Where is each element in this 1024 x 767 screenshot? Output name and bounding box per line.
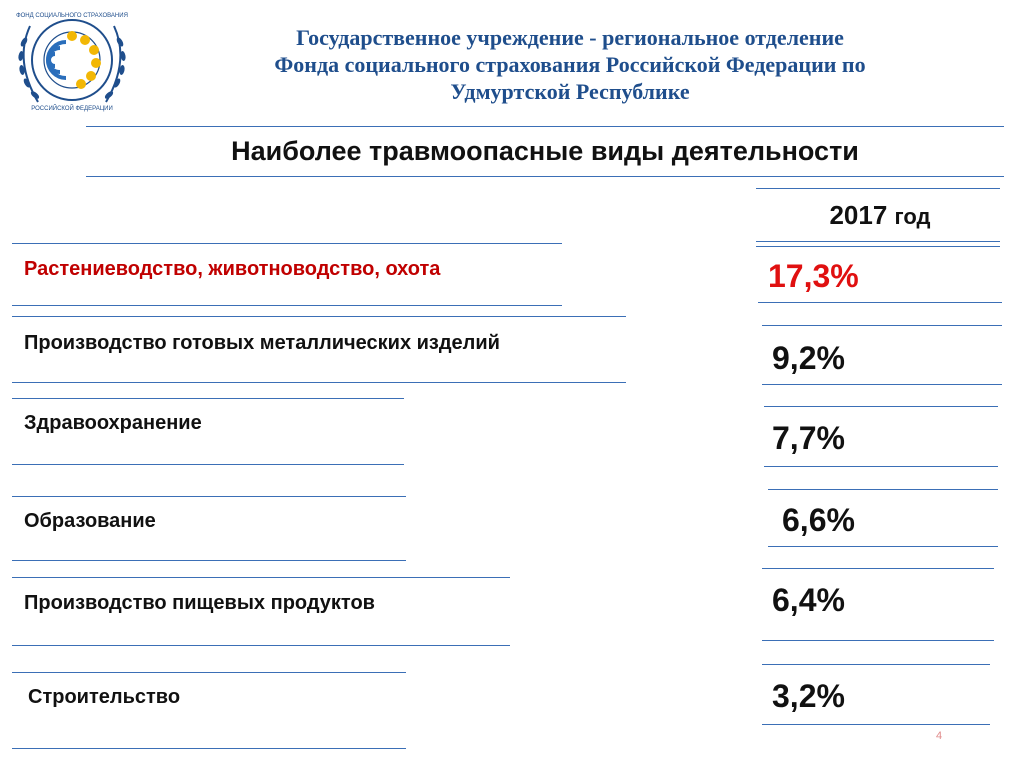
divider	[762, 384, 1002, 385]
divider	[758, 302, 1002, 303]
divider	[762, 568, 994, 569]
activity-value-agriculture: 17,3%	[768, 258, 859, 294]
activity-value-education: 6,6%	[782, 502, 855, 538]
page-number: 4	[936, 730, 943, 742]
divider	[12, 748, 406, 749]
org-line-1: Государственное учреждение - региональное отделение	[296, 25, 844, 50]
divider	[12, 398, 404, 399]
activity-label-food-production: Производство пищевых продуктов	[24, 592, 375, 614]
divider	[12, 382, 626, 383]
divider	[762, 724, 990, 725]
fss-emblem-logo	[8, 6, 136, 118]
svg-text:РОССИЙСКОЙ ФЕДЕРАЦИИ: РОССИЙСКОЙ ФЕДЕРАЦИИ	[31, 106, 113, 112]
divider	[12, 316, 626, 317]
activity-label-agriculture: Растениеводство, животноводство, охота	[24, 258, 441, 280]
divider	[12, 560, 406, 561]
divider	[756, 188, 1000, 189]
divider	[762, 325, 1002, 326]
activity-value-healthcare: 7,7%	[772, 420, 845, 456]
divider	[764, 406, 998, 407]
year-number: 2017	[829, 200, 888, 230]
divider	[12, 577, 510, 578]
slide-title: Наиболее травмоопасные виды деятельности	[231, 136, 859, 166]
divider	[762, 664, 990, 665]
divider	[12, 496, 406, 497]
divider	[12, 243, 562, 244]
activity-label-healthcare: Здравоохранение	[24, 412, 202, 434]
divider	[768, 546, 998, 547]
year-suffix: год	[894, 204, 931, 229]
svg-text:ФОНД СОЦИАЛЬНОГО СТРАХОВАНИЯ: ФОНД СОЦИАЛЬНОГО СТРАХОВАНИЯ	[16, 13, 128, 19]
activity-label-education: Образование	[24, 510, 156, 532]
activity-label-construction: Строительство	[28, 686, 181, 708]
divider	[12, 672, 406, 673]
divider	[12, 305, 562, 306]
divider	[764, 466, 998, 467]
divider	[756, 241, 1000, 242]
divider	[86, 126, 1004, 127]
divider	[762, 640, 994, 641]
divider	[12, 645, 510, 646]
divider	[86, 176, 1004, 177]
activity-value-construction: 3,2%	[772, 678, 845, 714]
activity-value-metal-products: 9,2%	[772, 340, 845, 376]
org-line-3: Удмуртской Республике	[450, 79, 690, 104]
divider	[756, 246, 1000, 247]
divider	[12, 464, 404, 465]
activity-value-food-production: 6,4%	[772, 582, 845, 618]
activity-label-metal-products: Производство готовых металлических изделий	[24, 332, 500, 354]
divider	[768, 489, 998, 490]
year-header	[760, 200, 1000, 231]
organization-title	[150, 24, 990, 105]
org-line-2: Фонда социального страхования Российской Федерации по	[274, 52, 866, 77]
